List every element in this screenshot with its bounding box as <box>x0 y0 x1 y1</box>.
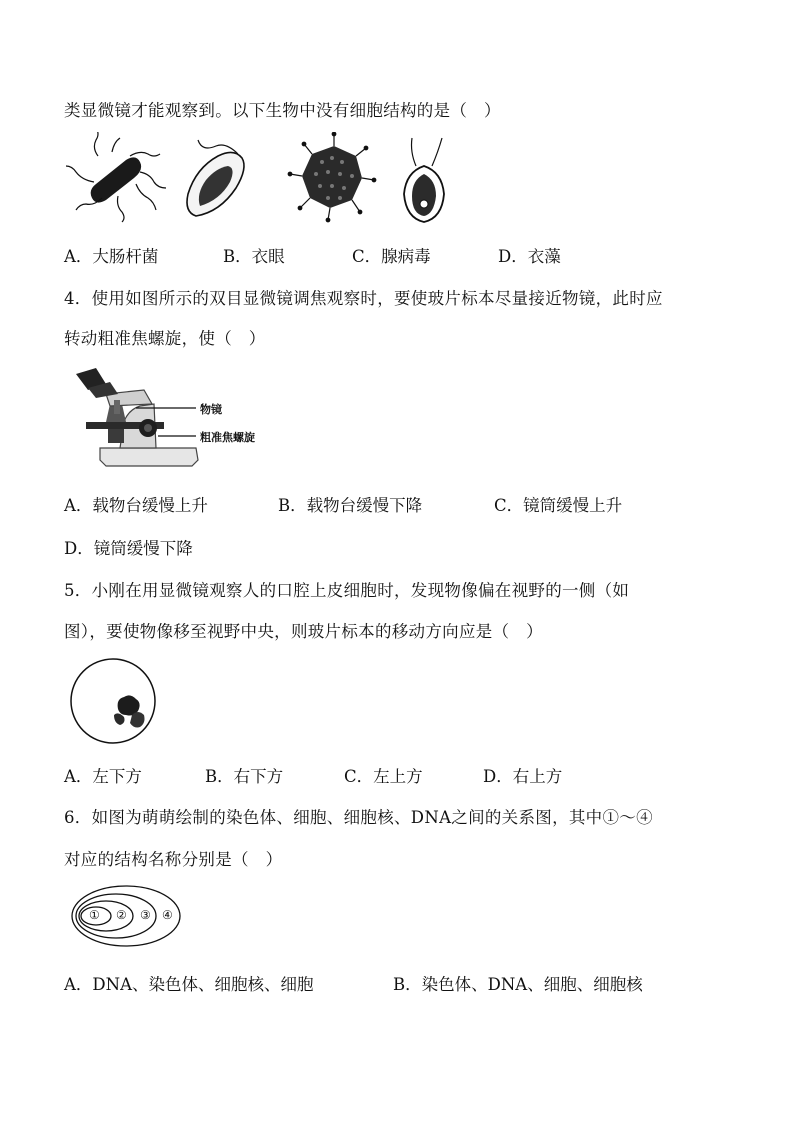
q5-stem-line-1: 5．小刚在用显微镜观察人的口腔上皮细胞时，发现物像偏在视野的一侧（如 <box>64 581 630 600</box>
q5-option-d[interactable]: D．右上方 <box>483 767 563 786</box>
q6-stem-line-2: 对应的结构名称分别是（ ） <box>64 850 283 869</box>
q4-option-c[interactable]: C．镜筒缓慢上升 <box>494 496 623 515</box>
bacterium-image <box>66 132 166 222</box>
q5-field-of-view-figure <box>66 657 162 745</box>
circle-label-1: ① <box>89 908 100 922</box>
q4-microscope-figure <box>66 364 286 472</box>
q3-stem: 类显微镜才能观察到。以下生物中没有细胞结构的是（ ） <box>64 101 501 120</box>
q6-stem-line-1: 6．如图为萌萌绘制的染色体、细胞、细胞核、DNA之间的关系图，其中①～④ <box>64 808 653 827</box>
q6-option-a[interactable]: A．DNA、染色体、细胞核、细胞 <box>64 975 314 994</box>
field-of-view-circle <box>71 659 155 743</box>
adenovirus-image <box>288 132 376 222</box>
q4-stem-line-1: 4．使用如图所示的双目显微镜调焦观察时，要使玻片标本尽量接近物镜，此时应 <box>64 289 663 308</box>
circle-label-4: ④ <box>162 908 173 922</box>
q5-stem-line-2: 图），要使物像移至视野中央，则玻片标本的移动方向应是（ ） <box>64 622 543 641</box>
q6-nested-diagram <box>70 884 182 948</box>
q3-option-c[interactable]: C．腺病毒 <box>352 247 431 266</box>
q3-option-d[interactable]: D．衣藻 <box>498 247 561 266</box>
circle-label-3: ③ <box>140 908 151 922</box>
chlamydomonas-image <box>404 138 444 222</box>
q4-stem-line-2: 转动粗准焦螺旋，使（ ） <box>64 329 266 348</box>
q6-option-b[interactable]: B．染色体、DNA、细胞、细胞核 <box>393 975 643 994</box>
objective-label: 物镜 <box>200 403 222 416</box>
q4-option-d[interactable]: D．镜筒缓慢下降 <box>64 539 193 558</box>
q4-option-b[interactable]: B．载物台缓慢下降 <box>278 496 423 515</box>
euglena-image <box>187 140 244 216</box>
q4-option-a[interactable]: A．载物台缓慢上升 <box>64 496 208 515</box>
circle-label-2: ② <box>116 908 127 922</box>
q3-option-a[interactable]: A．大肠杆菌 <box>64 247 159 266</box>
coarse-knob-label: 粗准焦螺旋 <box>200 431 255 444</box>
q3-organism-figures <box>66 132 446 224</box>
q3-option-b[interactable]: B．衣眼 <box>223 247 285 266</box>
q5-option-a[interactable]: A．左下方 <box>64 767 142 786</box>
q5-option-c[interactable]: C．左上方 <box>344 767 423 786</box>
q5-option-b[interactable]: B．右下方 <box>205 767 284 786</box>
microscope-image <box>66 364 286 472</box>
